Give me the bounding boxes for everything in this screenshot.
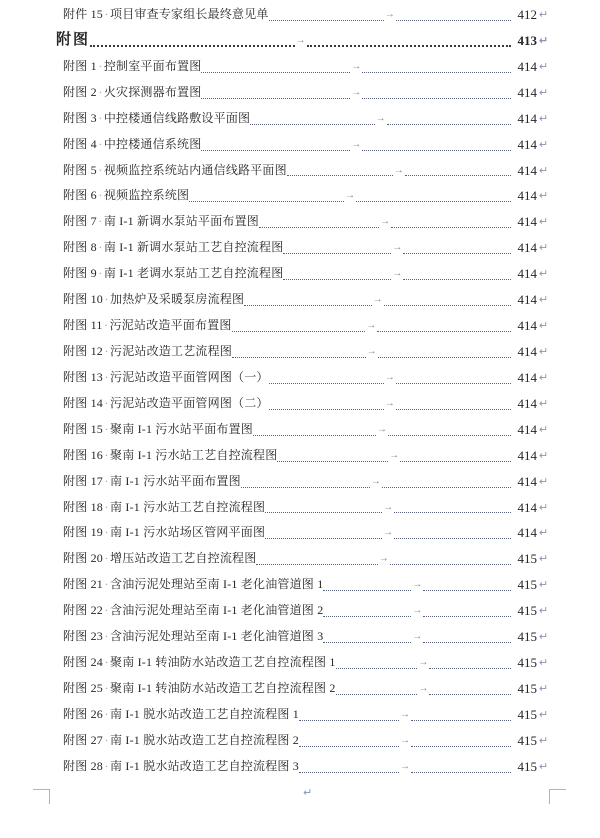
toc-entry-page-number: 414 <box>517 266 537 282</box>
tab-arrow-icon: → <box>375 112 386 124</box>
toc-entry-page-number: 414 <box>517 214 538 230</box>
toc-row[interactable] <box>0 106 600 132</box>
space-formatting-mark: · <box>98 110 103 125</box>
dot-leader <box>265 520 382 539</box>
paragraph-return-icon: ↵ <box>538 163 549 177</box>
dot-leader <box>362 80 511 99</box>
dot-leader <box>396 391 511 410</box>
toc-entry-page-number: 414 <box>517 318 538 334</box>
toc-row[interactable] <box>0 520 600 546</box>
tab-arrow-icon: → <box>389 449 400 461</box>
space-formatting-mark: · <box>104 447 109 462</box>
toc-entry-title: 南 I-1 污水站工艺自控流程图 <box>110 499 266 514</box>
bottom-left-margin-crop-mark <box>33 789 50 804</box>
dot-leader <box>189 183 344 202</box>
toc-entry-title: 加热炉及采暖泵房流程图 <box>110 292 245 307</box>
toc-entry-number: 附图 8 <box>63 240 97 255</box>
dot-leader <box>403 261 511 280</box>
toc-row[interactable] <box>0 313 600 339</box>
toc-row[interactable] <box>0 235 600 261</box>
tab-arrow-icon: → <box>383 527 394 539</box>
tab-arrow-icon: → <box>351 60 362 72</box>
dot-leader <box>394 520 511 539</box>
dot-leader <box>378 339 511 358</box>
toc-entry-title: 火灾探测器布置图 <box>103 84 202 99</box>
tab-arrow-icon: → <box>370 475 381 487</box>
paragraph-return-icon: ↵ <box>538 319 549 333</box>
tab-arrow-icon: → <box>380 216 391 228</box>
toc-entry-number: 附件 15 <box>63 7 104 21</box>
toc-row[interactable] <box>0 391 600 417</box>
dot-leader <box>391 209 511 228</box>
paragraph-return-icon: ↵ <box>538 733 549 747</box>
toc-entry-page-number: 414 <box>517 58 538 74</box>
paragraph-return-icon: ↵ <box>538 241 549 255</box>
dot-leader <box>405 158 511 177</box>
space-formatting-mark: · <box>104 499 109 514</box>
toc-entry-page-number: 414 <box>517 162 538 178</box>
toc-row[interactable] <box>0 365 600 391</box>
dot-leader <box>396 2 511 21</box>
paragraph-return-icon: ↵ <box>538 33 549 47</box>
space-formatting-mark: · <box>104 395 109 410</box>
dot-leader <box>250 106 374 125</box>
dot-leader <box>423 572 511 591</box>
tab-arrow-icon: → <box>377 423 388 435</box>
dot-leader <box>336 676 418 695</box>
dot-leader <box>423 598 511 617</box>
toc-row[interactable] <box>0 261 600 287</box>
dot-leader <box>362 132 511 151</box>
tab-arrow-icon: → <box>295 34 306 46</box>
dot-leader <box>429 650 511 669</box>
toc-row[interactable] <box>0 598 600 624</box>
dot-leader <box>411 754 511 773</box>
toc-row[interactable] <box>0 132 600 158</box>
toc-entry-page-number: 414 <box>517 473 537 489</box>
tab-arrow-icon: → <box>393 164 404 176</box>
dot-leader <box>307 28 512 47</box>
dot-leader <box>241 469 370 488</box>
dot-leader <box>388 417 511 436</box>
dot-leader <box>259 209 379 228</box>
toc-row[interactable] <box>0 54 600 80</box>
paragraph-return-icon: ↵ <box>538 552 549 566</box>
dot-leader <box>232 339 365 358</box>
toc-entry-title: 增压站改造工艺自控流程图 <box>110 551 257 566</box>
dot-leader <box>387 106 511 125</box>
tab-arrow-icon: → <box>392 268 403 280</box>
dot-leader <box>323 598 411 617</box>
toc-entry-number: 附图 2 <box>63 84 97 99</box>
toc-entry-title: 项目审查专家组长最终意见单 <box>110 7 269 21</box>
toc-entry-number: 附图 23 <box>63 629 104 644</box>
paragraph-return-icon: ↵ <box>538 656 549 670</box>
dot-leader <box>411 702 511 721</box>
space-formatting-mark: · <box>98 162 103 177</box>
tab-arrow-icon: → <box>366 345 377 357</box>
toc-row[interactable] <box>0 80 600 106</box>
tab-arrow-icon: → <box>372 294 383 306</box>
tab-arrow-icon: → <box>400 734 411 746</box>
dot-leader <box>201 132 350 151</box>
dot-leader <box>244 287 371 306</box>
toc-entry-number: 附图 11 <box>63 318 103 333</box>
space-formatting-mark: · <box>98 136 103 151</box>
toc-row[interactable] <box>0 209 600 235</box>
dot-leader <box>396 365 511 384</box>
toc-entry-number: 附图 21 <box>63 577 104 592</box>
toc-row[interactable] <box>0 287 600 313</box>
toc-entry-page-number: 414 <box>517 343 537 359</box>
toc-row[interactable] <box>0 546 600 572</box>
tab-arrow-icon: → <box>400 760 411 772</box>
toc-entry-page-number: 414 <box>517 110 537 126</box>
space-formatting-mark: · <box>104 603 109 618</box>
toc-entry-page-number: 414 <box>517 188 537 204</box>
toc-entry-number: 附图 4 <box>63 136 97 151</box>
space-formatting-mark: · <box>104 629 109 644</box>
toc-entry-title: 南 I-1 新调水泵站工艺自控流程图 <box>103 240 284 255</box>
toc-entry-page-number: 414 <box>517 395 537 411</box>
toc-row[interactable] <box>0 650 600 676</box>
dot-leader <box>362 54 511 73</box>
tab-arrow-icon: → <box>345 190 356 202</box>
toc-row[interactable] <box>0 158 600 184</box>
space-formatting-mark: · <box>98 240 103 255</box>
toc-entry-page-number: 415 <box>517 655 538 671</box>
dot-leader <box>400 443 511 462</box>
toc-entry-title: 控制室平面布置图 <box>103 58 202 73</box>
toc-row[interactable] <box>0 443 600 469</box>
toc-entry-title: 南 I-1 污水站场区管网平面图 <box>110 525 266 540</box>
toc-entry-title: 中控楼通信线路敷设平面图 <box>103 110 251 125</box>
toc-entry-number: 附图 13 <box>63 369 104 384</box>
toc-entry-page-number: 412 <box>517 7 537 22</box>
toc-entry-page-number: 415 <box>517 551 538 567</box>
paragraph-return-icon: ↵ <box>538 422 549 436</box>
tab-arrow-icon: → <box>412 605 423 617</box>
toc-entry-title: 聚南 I-1 污水站工艺自控流程图 <box>110 447 278 462</box>
toc-row[interactable] <box>0 339 600 365</box>
paragraph-return-icon: ↵ <box>538 578 549 592</box>
dot-leader <box>277 443 388 462</box>
space-formatting-mark: · <box>104 292 109 307</box>
dot-leader <box>253 417 376 436</box>
toc-entry-number: 附图 19 <box>63 525 104 540</box>
tab-arrow-icon: → <box>418 682 429 694</box>
toc-entry-page-number: 414 <box>517 421 538 437</box>
dot-leader <box>269 391 384 410</box>
toc-entry-title: 污泥站改造工艺流程图 <box>110 343 233 358</box>
space-formatting-mark: · <box>104 7 109 21</box>
footer-paragraph-mark: ↵ <box>303 786 313 799</box>
toc-entry-number: 附图 6 <box>63 188 97 203</box>
toc-entry-page-number: 414 <box>517 292 537 308</box>
tab-arrow-icon: → <box>412 631 423 643</box>
paragraph-return-icon: ↵ <box>538 500 549 514</box>
dot-leader <box>283 261 391 280</box>
toc-entry-title: 南 I-1 脱水站改造工艺自控流程图 1 <box>110 706 300 721</box>
toc-entry-number: 附图 15 <box>63 421 104 436</box>
paragraph-return-icon: ↵ <box>538 448 549 462</box>
dot-leader <box>323 572 411 591</box>
space-formatting-mark: · <box>104 680 109 695</box>
paragraph-return-icon: ↵ <box>538 267 549 281</box>
dot-leader <box>394 495 511 514</box>
toc-row[interactable] <box>0 676 600 702</box>
paragraph-return-icon: ↵ <box>538 215 549 229</box>
toc-entry-page-number: 414 <box>517 447 538 463</box>
toc-entry-page-number: 414 <box>517 240 537 256</box>
toc-entry-title: 含油污泥处理站至南 I-1 老化油管道图 1 <box>110 577 324 592</box>
toc-entry-title: 南 I-1 老调水泵站工艺自控流程图 <box>103 266 284 281</box>
dot-leader <box>299 702 399 721</box>
toc-entry-number: 附图 10 <box>63 292 104 307</box>
dot-leader <box>299 728 399 747</box>
toc-entry-number: 附图 5 <box>63 162 97 177</box>
toc-entry-title: 污泥站改造平面布置图 <box>109 318 232 333</box>
paragraph-return-icon: ↵ <box>538 8 549 21</box>
paragraph-return-icon: ↵ <box>538 759 549 773</box>
tab-arrow-icon: → <box>392 242 403 254</box>
space-formatting-mark: · <box>104 758 109 773</box>
space-formatting-mark: · <box>98 58 103 73</box>
toc-entry-number: 附图 20 <box>63 551 104 566</box>
toc-row[interactable] <box>0 417 600 443</box>
space-formatting-mark: · <box>104 473 109 488</box>
paragraph-return-icon: ↵ <box>538 59 549 73</box>
toc-entry-number: 附图 7 <box>63 214 97 229</box>
toc-entry-page-number: 415 <box>517 732 538 748</box>
bottom-right-margin-crop-mark <box>549 789 566 804</box>
space-formatting-mark: · <box>98 214 103 229</box>
toc-entry-page-number: 415 <box>517 680 538 696</box>
tab-arrow-icon: → <box>418 657 429 669</box>
dot-leader <box>265 495 382 514</box>
dot-leader <box>287 158 393 177</box>
space-formatting-mark: · <box>104 525 109 540</box>
tab-arrow-icon: → <box>351 86 362 98</box>
toc-entry-title: 南 I-1 脱水站改造工艺自控流程图 2 <box>110 732 300 747</box>
dot-leader <box>356 183 511 202</box>
tab-arrow-icon: → <box>384 397 395 409</box>
toc-entry-page-number: 415 <box>517 758 538 774</box>
toc-entry-title: 聚南 I-1 污水站平面布置图 <box>110 421 254 436</box>
paragraph-return-icon: ↵ <box>538 85 549 99</box>
paragraph-return-icon: ↵ <box>538 370 549 384</box>
toc-entry-number: 附图 18 <box>63 499 104 514</box>
toc-row[interactable] <box>0 495 600 521</box>
space-formatting-mark: · <box>104 655 109 670</box>
dot-leader <box>269 365 384 384</box>
toc-entry-number: 附图 3 <box>63 110 97 125</box>
paragraph-return-icon: ↵ <box>538 396 549 410</box>
toc-entry-number: 附图 24 <box>63 655 104 670</box>
space-formatting-mark: · <box>104 343 109 358</box>
toc-entry-page-number: 414 <box>517 84 538 100</box>
paragraph-return-icon: ↵ <box>538 137 549 151</box>
toc-row[interactable] <box>0 469 600 495</box>
toc-entry-number: 附图 28 <box>63 758 104 773</box>
dot-leader <box>201 54 350 73</box>
toc-entry-title: 污泥站改造平面管网图（一） <box>110 369 269 384</box>
tab-arrow-icon: → <box>383 501 394 513</box>
toc-row[interactable] <box>0 28 600 54</box>
space-formatting-mark: · <box>104 577 109 592</box>
dot-leader <box>384 287 511 306</box>
space-formatting-mark: · <box>104 732 109 747</box>
space-formatting-mark: · <box>104 318 109 333</box>
toc-entry-title: 聚南 I-1 转油防水站改造工艺自控流程图 1 <box>110 655 336 670</box>
tab-arrow-icon: → <box>412 579 423 591</box>
toc-entry-page-number: 414 <box>517 136 538 152</box>
paragraph-return-icon: ↵ <box>538 526 549 540</box>
tab-arrow-icon: → <box>384 9 395 20</box>
paragraph-return-icon: ↵ <box>538 293 549 307</box>
toc-entry-title: 污泥站改造平面管网图（二） <box>110 395 269 410</box>
tab-arrow-icon: → <box>378 553 389 565</box>
dot-leader <box>323 624 411 643</box>
toc-entry-page-number: 415 <box>517 629 538 645</box>
dot-leader <box>90 28 295 47</box>
toc-entry-page-number: 415 <box>517 577 538 593</box>
toc-entry-title: 含油污泥处理站至南 I-1 老化油管道图 2 <box>110 603 324 618</box>
space-formatting-mark: · <box>104 706 109 721</box>
dot-leader <box>411 728 511 747</box>
toc-row[interactable] <box>0 183 600 209</box>
toc-entry-title: 中控楼通信系统图 <box>103 136 202 151</box>
toc-entry-title: 南 I-1 脱水站改造工艺自控流程图 3 <box>110 758 300 773</box>
dot-leader <box>256 546 377 565</box>
paragraph-return-icon: ↵ <box>538 474 549 488</box>
dot-leader <box>283 235 391 254</box>
toc-entry-title: 南 I-1 新调水泵站平面布置图 <box>103 214 260 229</box>
toc-entry-number: 附图 1 <box>63 58 97 73</box>
toc-entry-number: 附图 27 <box>63 732 104 747</box>
paragraph-return-icon: ↵ <box>538 111 549 125</box>
space-formatting-mark: · <box>104 421 109 436</box>
toc-row[interactable] <box>0 572 600 598</box>
table-of-contents <box>0 2 600 780</box>
paragraph-return-icon: ↵ <box>538 344 549 358</box>
dot-leader <box>377 313 511 332</box>
toc-entry-title: 南 I-1 污水站平面布置图 <box>110 473 241 488</box>
toc-entry-number: 附图 9 <box>63 266 97 281</box>
paragraph-return-icon: ↵ <box>538 681 549 695</box>
tab-arrow-icon: → <box>384 371 395 383</box>
paragraph-return-icon: ↵ <box>538 189 549 203</box>
dot-leader <box>336 650 418 669</box>
dot-leader <box>382 469 511 488</box>
toc-row[interactable] <box>0 624 600 650</box>
toc-row[interactable] <box>0 754 600 780</box>
toc-entry-number: 附图 25 <box>63 680 104 695</box>
space-formatting-mark: · <box>98 266 103 281</box>
toc-entry-title: 含油污泥处理站至南 I-1 老化油管道图 3 <box>110 629 324 644</box>
toc-entry-number: 附图 14 <box>63 395 104 410</box>
toc-entry-number: 附图 22 <box>63 603 104 618</box>
paragraph-return-icon: ↵ <box>538 630 549 644</box>
dot-leader <box>423 624 511 643</box>
dot-leader <box>390 546 511 565</box>
space-formatting-mark: · <box>98 84 103 99</box>
toc-entry-page-number: 415 <box>517 706 538 722</box>
toc-entry-number: 附图 17 <box>63 473 104 488</box>
toc-entry-number: 附图 16 <box>63 447 104 462</box>
toc-entry-title: 附图 <box>56 31 91 48</box>
dot-leader <box>429 676 511 695</box>
tab-arrow-icon: → <box>351 138 362 150</box>
tab-arrow-icon: → <box>400 708 411 720</box>
space-formatting-mark: · <box>104 369 109 384</box>
tab-arrow-icon: → <box>366 320 377 332</box>
paragraph-return-icon: ↵ <box>538 604 549 618</box>
toc-row[interactable] <box>0 2 600 28</box>
space-formatting-mark: · <box>98 188 103 203</box>
dot-leader <box>269 2 384 21</box>
toc-entry-page-number: 414 <box>517 525 537 541</box>
toc-entry-page-number: 413 <box>517 32 538 48</box>
toc-entry-page-number: 414 <box>517 369 537 385</box>
toc-entry-title: 视频监控系统站内通信线路平面图 <box>103 162 287 177</box>
toc-row[interactable] <box>0 702 600 728</box>
toc-row[interactable] <box>0 728 600 754</box>
toc-entry-number: 附图 12 <box>63 343 104 358</box>
toc-entry-title: 聚南 I-1 转油防水站改造工艺自控流程图 2 <box>110 680 336 695</box>
dot-leader <box>403 235 511 254</box>
toc-entry-page-number: 414 <box>517 499 537 515</box>
toc-entry-number: 附图 26 <box>63 706 104 721</box>
dot-leader <box>232 313 366 332</box>
toc-entry-page-number: 415 <box>517 603 538 619</box>
toc-entry-title: 视频监控系统图 <box>103 188 190 203</box>
dot-leader <box>201 80 350 99</box>
dot-leader <box>299 754 399 773</box>
space-formatting-mark: · <box>104 551 109 566</box>
paragraph-return-icon: ↵ <box>538 707 549 721</box>
